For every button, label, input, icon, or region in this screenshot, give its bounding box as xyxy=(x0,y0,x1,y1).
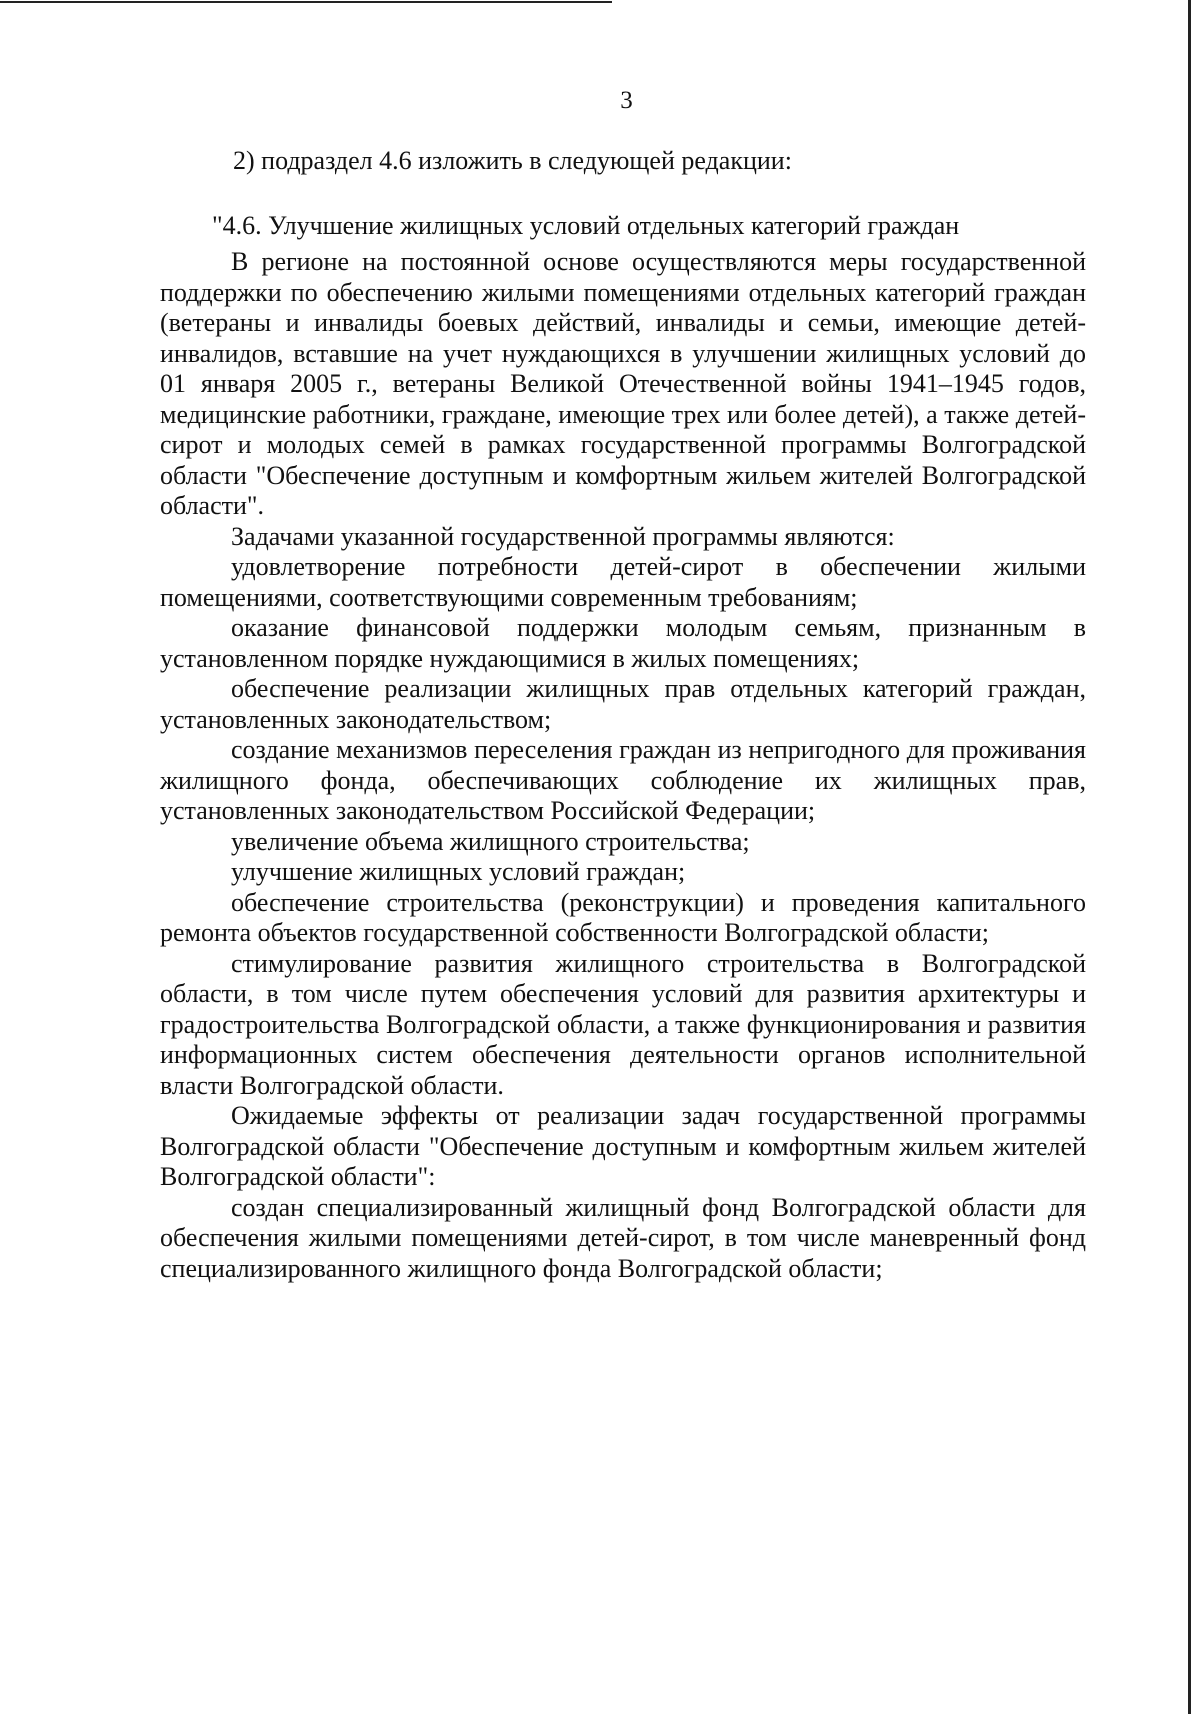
section-body xyxy=(160,247,1086,1284)
paragraph-program-tasks: Задачами указанной государственной программы являются: xyxy=(231,521,895,551)
amendment-intro: 2) подраздел 4.6 изложить в следующей редакции: xyxy=(233,146,792,175)
paragraph-support-measures: В регионе на постоянной основе осуществляются меры государственной поддержки по обеспечению жилыми помещениями отдельных категорий граждан (ветераны и инвалиды боевых действий, инвалиды и семьи, имеющие детей-инвалидов, вставшие на учет нуждающихся в улучшении жилищных условий до 01 января 2005 г., ветераны Великой Отечественной войны 1941–1945 годов, медицинские работники, граждане, имеющие трех или более детей), а также детей-сирот и молодых семей в рамках государственной программы Волгоградской области "Обеспечение доступным и комфортным жильем жителей Волгоградской области". xyxy=(160,247,1086,520)
paragraph-task-orphans-housing: удовлетворение потребности детей-сирот в обеспечении жилыми помещениями, соответствующими современным требованиям; xyxy=(160,552,1086,612)
section-heading: "4.6. Улучшение жилищных условий отдельных категорий граждан xyxy=(212,211,960,240)
page-number: 3 xyxy=(620,87,633,114)
paragraph-task-stimulation: стимулирование развития жилищного строительства в Волгоградской области, в том числе путем обеспечения условий для развития архитектуры и градостроительства Волгоградской области, а также функционирования и развития информационных систем обеспечения деятельности органов исполнительной власти Волгоградской области. xyxy=(160,948,1086,1100)
paragraph-task-young-families: оказание финансовой поддержки молодым семьям, признанным в установленном порядке нуждающимися в жилых помещениях; xyxy=(160,613,1086,673)
paragraph-task-construction-volume: увеличение объема жилищного строительства; xyxy=(231,826,750,856)
paragraph-task-resettlement: создание механизмов переселения граждан из непригодного для проживания жилищного фонда, обеспечивающих соблюдение их жилищных прав, установленных законодательством Российской Федерации; xyxy=(160,735,1086,825)
top-border-line xyxy=(0,1,612,3)
paragraph-task-capital-repair: обеспечение строительства (реконструкции) и проведения капитального ремонта объектов государственной собственности Волгоградской области; xyxy=(160,887,1086,947)
paragraph-task-housing-rights: обеспечение реализации жилищных прав отдельных категорий граждан, установленных законодательством; xyxy=(160,674,1086,734)
paragraph-effect-specialized-fund: создан специализированный жилищный фонд Волгоградской области для обеспечения жилыми помещениями детей-сирот, в том числе маневренный фонд специализированного жилищного фонда Волгоградской области; xyxy=(160,1192,1086,1283)
right-border-line xyxy=(1188,0,1191,1714)
paragraph-task-living-conditions: улучшение жилищных условий граждан; xyxy=(231,857,686,886)
paragraph-expected-effects: Ожидаемые эффекты от реализации задач государственной программы Волгоградской области "Обеспечение доступным и комфортным жильем жителей Волгоградской области": xyxy=(160,1101,1086,1191)
